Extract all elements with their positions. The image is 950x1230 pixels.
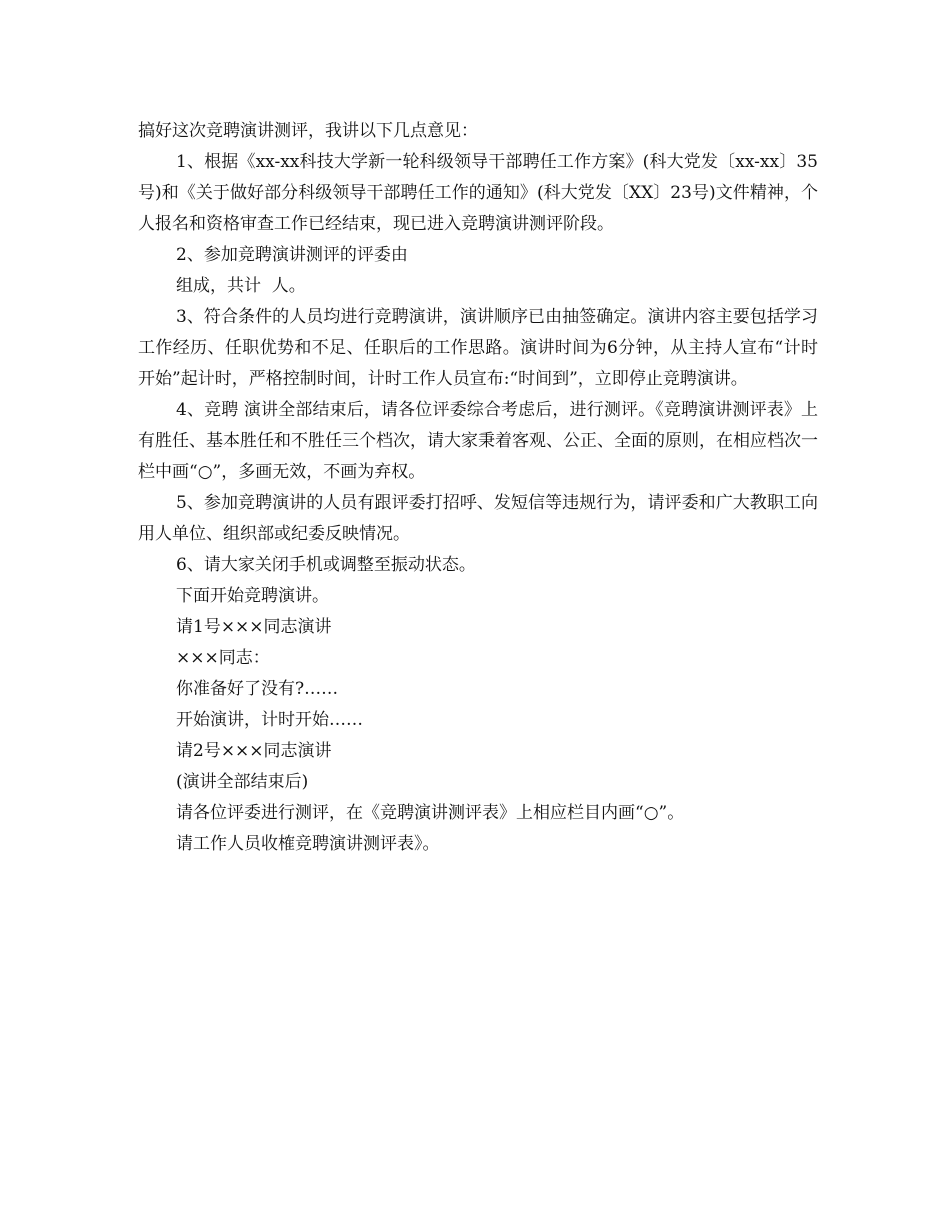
invite-speaker-1-line: 请1号×××同志演讲 bbox=[176, 617, 332, 637]
evaluate-instruction-line: 请各位评委进行测评，在《竞聘演讲测评表》上相应栏目内画“○”。 bbox=[176, 803, 685, 823]
address-comrade-line: ×××同志： bbox=[176, 648, 270, 668]
invite-speaker-2-line: 请2号×××同志演讲 bbox=[176, 741, 332, 761]
item-5-paragraph: 5、参加竞聘演讲的人员有跟评委打招呼、发短信等违规行为，请评委和广大教职工向用人单位、组织部或纪委反映情况。 bbox=[138, 493, 818, 544]
item-6-paragraph: 6、请大家关闭手机或调整至振动状态。 bbox=[176, 555, 476, 575]
document-body bbox=[138, 116, 818, 860]
after-speeches-line: (演讲全部结束后) bbox=[176, 772, 309, 792]
collect-forms-line: 请工作人员收榷竞聘演讲测评表》。 bbox=[176, 834, 440, 854]
begin-timing-line: 开始演讲，计时开始…… bbox=[176, 710, 363, 730]
start-line: 下面开始竞聘演讲。 bbox=[176, 586, 329, 606]
item-3-paragraph: 3、符合条件的人员均进行竞聘演讲，演讲顺序已由抽签确定。演讲内容主要包括学习工作经历、任职优势和不足、任职后的工作思路。演讲时间为6分钟，从主持人宣布“计时开始”起计时，严格控制时间，计时工作人员宣布:“时间到”，立即停止竞聘演讲。 bbox=[138, 307, 818, 389]
item-1-paragraph: 1、根据《xx-xx科技大学新一轮科级领导干部聘任工作方案》(科大党发〔xx-xx〕35号)和《关于做好部分科级领导干部聘任工作的通知》(科大党发〔XX〕23号)文件精神，个人报名和资格审查工作已经结束，现已进入竞聘演讲测评阶段。 bbox=[138, 152, 818, 234]
item-2-line-1: 2、参加竞聘演讲测评的评委由 bbox=[176, 245, 408, 265]
item-4-paragraph: 4、竞聘 演讲全部结束后，请各位评委综合考虑后，进行测评。《竞聘演讲测评表》上有胜任、基本胜任和不胜任三个档次，请大家秉着客观、公正、全面的原则，在相应档次一栏中画“○”，多画无效，不画为弃权。 bbox=[138, 400, 818, 482]
intro-paragraph: 搞好这次竞聘演讲测评，我讲以下几点意见： bbox=[138, 121, 478, 141]
item-2-line-2: 组成，共计 人。 bbox=[176, 276, 306, 296]
ready-question-line: 你准备好了没有?…… bbox=[176, 679, 339, 699]
